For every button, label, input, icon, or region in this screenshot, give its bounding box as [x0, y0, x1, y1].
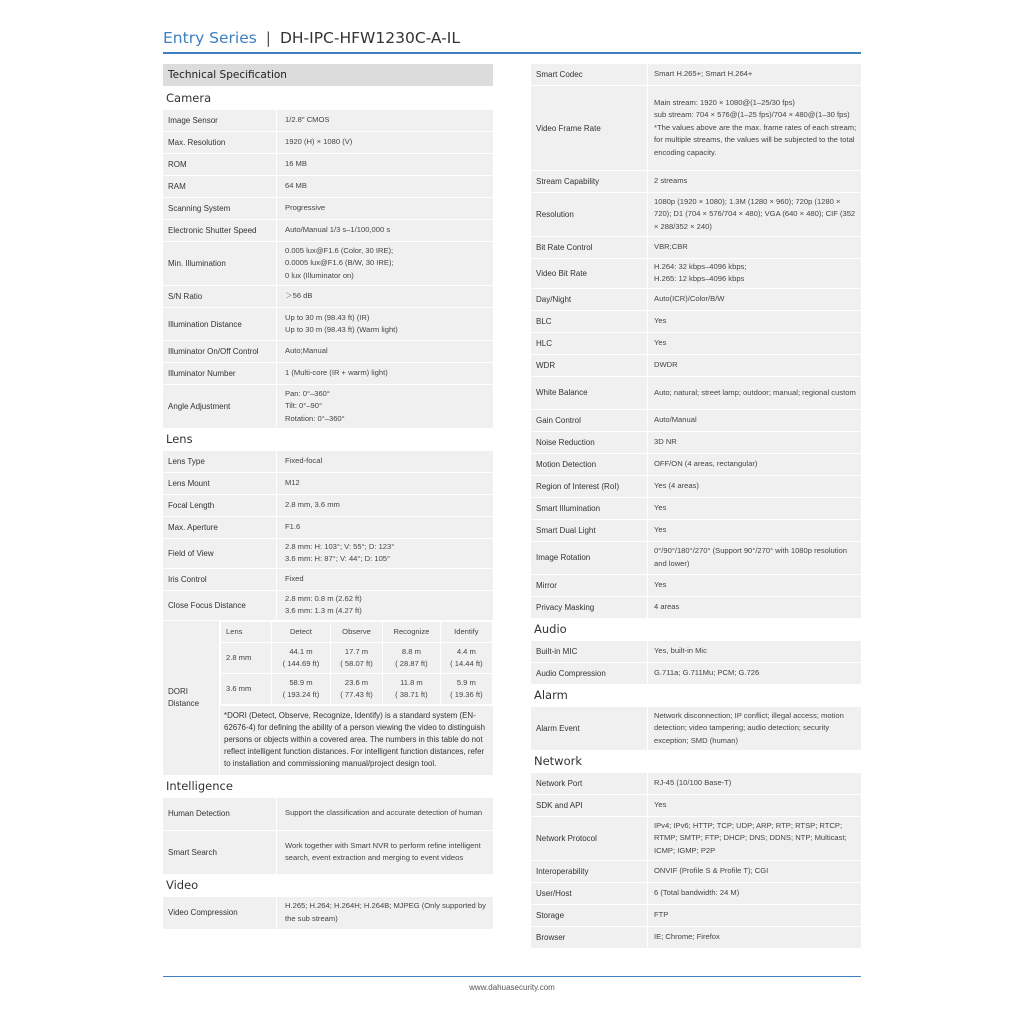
spec-value: IPv4; IPv6; HTTP; TCP; UDP; ARP; RTP; RTSP; RTCP; RTMP; SMTP; FTP; DHCP; DNS; DDNS; NTP; Multicast; ICMP; IGMP; P2P [647, 817, 861, 860]
spec-value: Auto; natural; street lamp; outdoor; manual; regional custom [647, 377, 861, 409]
spec-row [163, 132, 493, 153]
spec-key: Iris Control [168, 574, 207, 584]
spec-key: Max. Resolution [168, 138, 226, 147]
spec-key: User/Host [536, 888, 572, 898]
spec-row [531, 663, 861, 684]
spec-key: Close Focus Distance [168, 600, 246, 610]
spec-key: Mirror [536, 580, 557, 590]
spec-value: M12 [276, 473, 493, 494]
spec-key: Human Detection [168, 809, 230, 819]
spec-row [531, 410, 861, 431]
spec-title: Technical Specification [163, 64, 493, 86]
spec-key: Browser [536, 932, 566, 942]
spec-value: 4 areas [647, 597, 861, 618]
dori-body [219, 621, 493, 775]
spec-key: Focal Length [168, 501, 215, 510]
spec-key: Lens Type [168, 457, 205, 466]
spec-row [531, 237, 861, 258]
spec-value: H.265; H.264; H.264H; H.264B; MJPEG (Only supported by the sub stream) [276, 897, 493, 929]
lens-rows [163, 451, 493, 620]
spec-key: Day/Night [536, 294, 572, 304]
spec-row [531, 355, 861, 376]
spec-value: 2 streams [647, 171, 861, 192]
section-audio: Audio [534, 621, 567, 636]
spec-row [531, 193, 861, 236]
spec-key: Scanning System [168, 204, 231, 213]
spec-row [531, 498, 861, 519]
spec-row [531, 795, 861, 816]
spec-row [531, 883, 861, 904]
spec-value: Auto(ICR)/Color/B/W [647, 289, 861, 310]
spec-value: 1 (Multi-core (IR + warm) light) [276, 363, 493, 384]
spec-key: Storage [536, 910, 565, 920]
dori-cell: 4.4 m ( 14.44 ft) [440, 642, 492, 673]
spec-value: Yes [647, 520, 861, 541]
spec-value: Yes (4 areas) [647, 476, 861, 497]
spec-row [163, 176, 493, 197]
network-rows [531, 773, 861, 948]
dori-row-3-6mm [221, 673, 493, 704]
spec-value: Yes [647, 333, 861, 354]
spec-row [163, 517, 493, 538]
spec-row [531, 773, 861, 794]
dori-cell: 11.8 m ( 38.71 ft) [383, 673, 441, 704]
dori-table [220, 621, 493, 705]
spec-row [163, 495, 493, 516]
section-camera: Camera [166, 91, 212, 105]
spec-row [163, 198, 493, 219]
spec-value: Yes [647, 311, 861, 332]
spec-key: Min. Illumination [168, 259, 226, 268]
spec-row [163, 154, 493, 175]
spec-value: 6 (Total bandwidth: 24 M) [647, 883, 861, 904]
spec-key: Bit Rate Control [536, 243, 593, 252]
spec-row [531, 641, 861, 662]
spec-value: Yes [647, 795, 861, 816]
spec-key: Video Bit Rate [536, 268, 587, 278]
audio-rows [531, 641, 861, 684]
dori-cell: 5.9 m ( 19.36 ft) [440, 673, 492, 704]
spec-key: Stream Capability [536, 177, 600, 186]
spec-row [163, 451, 493, 472]
spec-value: DWDR [647, 355, 861, 376]
dori-row-2-8mm [221, 642, 493, 673]
spec-key: Built-in MIC [536, 646, 578, 656]
spec-key: Illumination Distance [168, 319, 242, 329]
spec-row [531, 542, 861, 574]
spec-value: VBR;CBR [647, 237, 861, 258]
right-column [531, 64, 861, 949]
document-header [163, 29, 861, 51]
spec-row [531, 476, 861, 497]
spec-key: BLC [536, 316, 552, 326]
spec-row [531, 817, 861, 860]
spec-value: 0°/90°/180°/270° (Support 90°/270° with 1080p resolution and lower) [647, 542, 861, 574]
spec-row [163, 220, 493, 241]
spec-row [163, 569, 493, 590]
spec-value: Support the classification and accurate detection of human [276, 798, 493, 830]
camera-rows [163, 110, 493, 428]
spec-row [531, 520, 861, 541]
spec-value: G.711a; G.711Mu; PCM; G.726 [647, 663, 861, 684]
spec-key: Illuminator On/Off Control [168, 347, 259, 356]
spec-value: ＞56 dB [276, 286, 493, 307]
spec-key: Motion Detection [536, 459, 597, 469]
spec-row [531, 432, 861, 453]
dori-block [163, 621, 493, 775]
spec-row [531, 575, 861, 596]
spec-key: Privacy Masking [536, 602, 595, 612]
dori-header-observe: Observe [330, 621, 382, 642]
spec-row [163, 385, 493, 428]
intelligence-rows [163, 798, 493, 874]
spec-value: Yes [647, 575, 861, 596]
section-alarm: Alarm [534, 687, 568, 702]
dori-header-identify: Identify [440, 621, 492, 642]
spec-value: Auto;Manual [276, 341, 493, 362]
dori-cell: 17.7 m ( 58.07 ft) [330, 642, 382, 673]
spec-key: Smart Illumination [536, 503, 601, 513]
spec-value: Yes, built-in Mic [647, 641, 861, 662]
spec-row [531, 289, 861, 310]
spec-key: Angle Adjustment [168, 402, 231, 411]
spec-key: ROM [168, 160, 187, 169]
spec-key: Smart Search [168, 847, 217, 857]
spec-key: WDR [536, 360, 556, 370]
spec-key: S/N Ratio [168, 292, 203, 301]
dori-cell: 44.1 m ( 144.69 ft) [272, 642, 331, 673]
spec-key: HLC [536, 338, 553, 348]
spec-key: Region of Interest (RoI) [536, 481, 620, 491]
spec-value: H.264: 32 kbps–4096 kbps; H.265: 12 kbps–4096 kbps [647, 259, 861, 288]
spec-value: 0.005 lux@F1.6 (Color, 30 IRE); 0.0005 lux@F1.6 (B/W, 30 IRE); 0 lux (Illuminator on) [276, 242, 493, 285]
spec-row [163, 473, 493, 494]
spec-value: FTP [647, 905, 861, 926]
alarm-rows [531, 707, 861, 750]
spec-row [163, 831, 493, 874]
section-network: Network [534, 753, 583, 768]
spec-value: 16 MB [276, 154, 493, 175]
dori-label: DORI Distance [168, 686, 200, 708]
dori-cell: 8.8 m ( 28.87 ft) [383, 642, 441, 673]
spec-value: 3D NR [647, 432, 861, 453]
spec-key: White Balance [536, 388, 588, 398]
dori-header-recognize: Recognize [383, 621, 441, 642]
model-name: DH-IPC-HFW1230C-A-IL [279, 29, 460, 47]
spec-value: 64 MB [276, 176, 493, 197]
spec-key: Audio Compression [536, 668, 606, 678]
spec-row [531, 454, 861, 475]
spec-value: Up to 30 m (98.43 ft) (IR) Up to 30 m (98.43 ft) (Warm light) [276, 308, 493, 340]
spec-value: Main stream: 1920 × 1080@(1–25/30 fps) sub stream: 704 × 576@(1–25 fps)/704 × 480@(1–30 fps) *The values above are the max. frame rates of each stream; for multiple streams, the values will be subjected to the total encoding capacity. [647, 86, 861, 170]
spec-row [163, 308, 493, 340]
spec-row [163, 539, 493, 568]
spec-key: Image Sensor [168, 116, 218, 125]
spec-value: Work together with Smart NVR to perform refine intelligent search, event extraction and merging to event videos [276, 831, 493, 874]
spec-key: RAM [168, 182, 186, 191]
spec-row [531, 333, 861, 354]
section-intelligence: Intelligence [166, 778, 233, 793]
spec-key: Smart Dual Light [536, 525, 596, 535]
spec-row [163, 242, 493, 285]
spec-value: Yes [647, 498, 861, 519]
spec-value: OFF/ON (4 areas, rectangular) [647, 454, 861, 475]
spec-value: ONVIF (Profile S & Profile T); CGI [647, 861, 861, 882]
spec-value: IE; Chrome; Firefox [647, 927, 861, 948]
spec-row [163, 110, 493, 131]
spec-value: 1/2.8" CMOS [276, 110, 493, 131]
spec-key: Video Frame Rate [536, 123, 601, 133]
dori-lens-cell: 2.8 mm [221, 642, 272, 673]
spec-key: Network Protocol [536, 833, 597, 843]
dori-cell: 23.6 m ( 77.43 ft) [330, 673, 382, 704]
spec-key: Video Compression [168, 908, 238, 918]
spec-key: Electronic Shutter Speed [168, 226, 257, 235]
spec-row [531, 86, 861, 170]
spec-value: RJ-45 (10/100 Base-T) [647, 773, 861, 794]
section-lens: Lens [166, 432, 193, 446]
spec-value: F1.6 [276, 517, 493, 538]
spec-value: Progressive [276, 198, 493, 219]
spec-key: Field of View [168, 548, 214, 558]
spec-value: Pan: 0°–360° Tilt: 0°–90° Rotation: 0°–360° [276, 385, 493, 428]
spec-value: Auto/Manual [647, 410, 861, 431]
header-divider [163, 52, 861, 54]
spec-row [163, 798, 493, 830]
spec-value: Fixed-focal [276, 451, 493, 472]
spec-value: 1080p (1920 × 1080); 1.3M (1280 × 960); 720p (1280 × 720); D1 (704 × 576/704 × 480); VGA (640 × 480); CIF (352 × 288/352 × 240) [647, 193, 861, 236]
spec-value: 2.8 mm, 3.6 mm [276, 495, 493, 516]
spec-key: Smart Codec [536, 70, 583, 79]
series-name: Entry Series [163, 29, 257, 47]
spec-row [531, 259, 861, 288]
spec-key: Illuminator Number [168, 369, 236, 378]
spec-value: Auto/Manual 1/3 s–1/100,000 s [276, 220, 493, 241]
spec-row [531, 311, 861, 332]
footer-url: www.dahuasecurity.com [469, 983, 555, 992]
footer-divider [163, 976, 861, 977]
spec-value: Fixed [276, 569, 493, 590]
spec-key: Network Port [536, 778, 583, 788]
spec-row [531, 707, 861, 750]
spec-row [531, 171, 861, 192]
dori-note: *DORI (Detect, Observe, Recognize, Identify) is a standard system (EN-62676-4) for defining the ability of a person viewing the video to distinguish persons or objects within a covered area. The numbers in this table do not reflect intelligent function distances. For intelligent function distances, refer to installation and commissioning manual/project design tool. [220, 705, 493, 775]
spec-key: Resolution [536, 210, 574, 219]
spec-value: 1920 (H) × 1080 (V) [276, 132, 493, 153]
spec-value: 2.8 mm: H: 103°; V: 55°; D: 123° 3.6 mm: H: 87°; V: 44°; D: 105° [276, 539, 493, 568]
spec-row [163, 897, 493, 929]
spec-key: Alarm Event [536, 723, 580, 733]
header-separator: | [265, 29, 272, 47]
left-column [163, 64, 493, 930]
spec-value: Network disconnection; IP conflict; illegal access; motion detection; video tampering; audio detection; security exception; SMD (human) [647, 707, 861, 750]
spec-key: SDK and API [536, 800, 583, 810]
dori-lens-cell: 3.6 mm [221, 673, 272, 704]
video-rows [163, 897, 493, 929]
spec-row [531, 861, 861, 882]
spec-row [531, 377, 861, 409]
spec-key: Image Rotation [536, 553, 591, 563]
section-video: Video [166, 877, 199, 892]
spec-key: Gain Control [536, 415, 581, 425]
spec-row [163, 341, 493, 362]
spec-value: Smart H.265+; Smart H.264+ [647, 64, 861, 85]
spec-key: Lens Mount [168, 479, 210, 488]
spec-row [531, 927, 861, 948]
spec-row [163, 363, 493, 384]
spec-row [531, 64, 861, 85]
spec-row [531, 597, 861, 618]
spec-row [163, 591, 493, 620]
dori-header-detect: Detect [272, 621, 331, 642]
spec-key: Noise Reduction [536, 437, 595, 447]
dori-header-lens: Lens [221, 621, 272, 642]
dori-header-row [221, 621, 493, 642]
spec-value: 2.8 mm: 0.8 m (2.62 ft) 3.6 mm: 1.3 m (4.27 ft) [276, 591, 493, 620]
spec-row [531, 905, 861, 926]
dori-cell: 58.9 m ( 193.24 ft) [272, 673, 331, 704]
spec-key: Max. Aperture [168, 523, 218, 532]
spec-key: Interoperability [536, 866, 589, 876]
spec-row [163, 286, 493, 307]
video-cont-rows [531, 64, 861, 618]
